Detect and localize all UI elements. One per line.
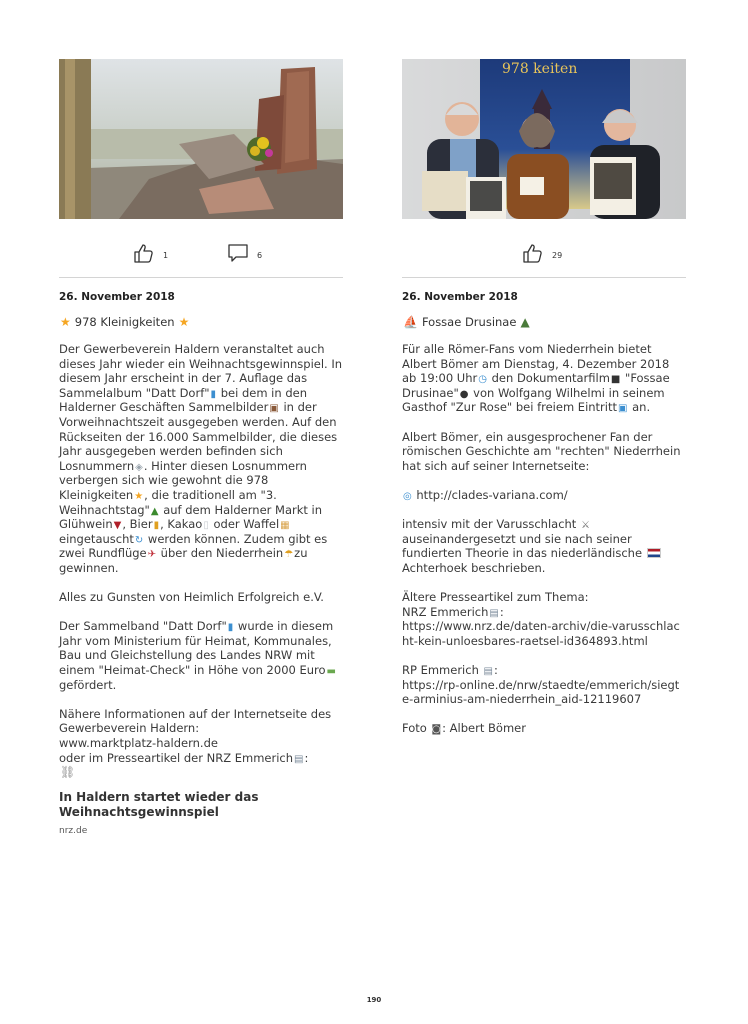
left-post	[59, 59, 343, 836]
sailboat-icon: ⛵	[403, 315, 418, 329]
picture-icon: ▣	[269, 403, 279, 415]
clock-icon: ◷	[478, 374, 487, 386]
website-link[interactable]: http://clades-variana.com/	[416, 487, 568, 502]
christmas-tree-icon: ▲	[150, 505, 159, 517]
post-date: 26. November 2018	[402, 291, 518, 303]
like-count: 29	[552, 250, 563, 260]
comment-icon	[227, 242, 249, 264]
newspaper-icon: ▤	[489, 607, 499, 619]
blue-book-icon: ▮	[227, 622, 234, 634]
like-count: 1	[163, 250, 169, 260]
newspaper-icon: ▤	[294, 753, 304, 765]
post-body	[402, 342, 686, 736]
link-preview-title[interactable]: In Haldern startet wieder das Weihnachtsgewinnspiel	[59, 789, 259, 819]
post-body	[59, 342, 343, 780]
link-icon[interactable]: ⛓	[60, 765, 76, 780]
post-title: ★ 978 Kleinigkeiten ★	[60, 315, 190, 329]
article-link[interactable]: https://rp-online.de/nrw/staedte/emmerich/siegte-arminius-am-niederrhein_aid-12119607	[402, 677, 680, 707]
thumbs-up-icon	[133, 242, 155, 264]
page-number: 190	[366, 996, 382, 1004]
paragraph: Foto ◙: Albert Bömer	[402, 721, 526, 736]
paragraph: Alles zu Gunsten von Heimlich Erfolgreich e.V.	[59, 590, 324, 605]
paragraph: Für alle Römer-Fans vom Niederrhein bietet Albert Bömer am Dienstag, 4. Dezember 2018 ab 19:00 Uhr◷ den Dokumentarfilm■ "Fossae Drusinae"● von Wolfgang Wilhelmi in seinem Gasthof "Zur Rose" bei freiem Eintritt▣ an.	[402, 342, 670, 415]
post-photo-people[interactable]	[402, 59, 686, 219]
camera-flash-icon: ◙	[431, 724, 442, 736]
post-photo-ruin[interactable]	[59, 59, 343, 219]
paragraph	[402, 488, 686, 503]
poster-title: 978 keiten	[502, 61, 578, 77]
film-projector-icon: ●	[459, 388, 469, 400]
star-icon: ★	[134, 490, 144, 502]
island-icon: ☂	[284, 549, 294, 561]
like-button[interactable]	[133, 241, 168, 265]
arrows-cycle-icon: ↻	[134, 534, 144, 546]
waffle-icon: ▦	[280, 520, 290, 532]
paragraph: Ältere Presseartikel zum Thema: NRZ Emmerich▤: https://www.nrz.de/daten-archiv/die-varusschlacht-kein-unloesbares-raetsel-id364893.html	[402, 590, 680, 648]
like-button[interactable]	[522, 241, 562, 265]
right-post	[402, 59, 686, 751]
globe-icon: ◎	[403, 490, 412, 502]
movie-camera-icon: ■	[610, 374, 621, 386]
link-preview-domain[interactable]: nrz.de	[59, 825, 88, 836]
thumbs-up-icon	[522, 242, 544, 264]
airplane-icon: ✈	[147, 549, 157, 561]
wine-glass-icon: ▼	[113, 520, 122, 532]
netherlands-flag-icon	[647, 548, 661, 558]
milk-icon: ▯	[203, 520, 209, 532]
comment-count: 6	[257, 250, 263, 260]
website-link[interactable]: www.marktplatz-haldern.de	[59, 736, 218, 751]
star-icon: ★	[60, 315, 71, 329]
money-icon: ▬	[326, 666, 336, 678]
newspaper-icon: ▤	[483, 666, 493, 678]
post-title: ⛵ Fossae Drusinae ▲	[403, 315, 530, 329]
free-badge-icon: ▣	[618, 403, 628, 415]
landscape-icon: ▲	[520, 315, 530, 329]
paragraph: intensiv mit der Varusschlacht ⚔ auseinandergesetzt und sie nach seiner fundierten Theorie in das niederländische Achterhoek beschrieben.	[402, 517, 686, 575]
article-link[interactable]: https://www.nrz.de/daten-archiv/die-varusschlacht-kein-unloesbares-raetsel-id364893.html	[402, 619, 680, 648]
paragraph: Der Gewerbeverein Haldern veranstaltet auch dieses Jahr wieder ein Weihnachtsgewinnspiel. In diesem Jahr erscheint in der 7. Auflage das Sammelalbum "Datt Dorf"▮ bei dem in den Halderner Geschäften Sammelbilder▣ in der Vorweihnachtszeit ausgegeben werden. Auf den Rückseiten der 16.000 Sammelbilder, die dieses Jahr ausgegeben werden befinden sich Losnummern◈. Hinter diesen Losnummern verbergen sich wie gewohnt die 978 Kleinigkeiten★, die traditionell am "3. Weihnachtstag"▲ auf dem Halderner Markt in Glühwein▼, Bier▮, Kakao▯ oder Waffel▦ eingetauscht↻ werden können. Zudem gibt es zwei Rundflüge✈ über den Niederrhein☂zu gewinnen.	[59, 342, 343, 575]
reactions-bar	[402, 219, 686, 278]
crossed-swords-icon: ⚔	[580, 520, 590, 532]
beer-icon: ▮	[153, 520, 160, 532]
paragraph: Der Sammelband "Datt Dorf"▮ wurde in diesem Jahr vom Ministerium für Heimat, Kommunales, Bau und Gleichstellung des Landes NRW mit einem "Heimat-Check" in Höhe von 2000 Euro▬ gefördert.	[59, 619, 336, 692]
ticket-icon: ◈	[135, 461, 143, 473]
comment-button[interactable]	[227, 241, 262, 265]
post-date: 26. November 2018	[59, 291, 175, 303]
paragraph: Nähere Informationen auf der Internetseite des Gewerbeverein Haldern: www.marktplatz-haldern.de oder im Presseartikel der NRZ Emmerich▤: ⛓	[59, 706, 332, 780]
paragraph: Albert Bömer, ein ausgesprochener Fan der römischen Geschichte am "rechten" Niederrhein hat sich auf seiner Internetseite:	[402, 429, 681, 473]
paragraph: RP Emmerich ▤: https://rp-online.de/nrw/staedte/emmerich/siegte-arminius-am-niederrhein_aid-12119607	[402, 663, 680, 707]
star-icon: ★	[178, 315, 190, 329]
reactions-bar	[59, 219, 343, 278]
blue-book-icon: ▮	[210, 388, 217, 400]
